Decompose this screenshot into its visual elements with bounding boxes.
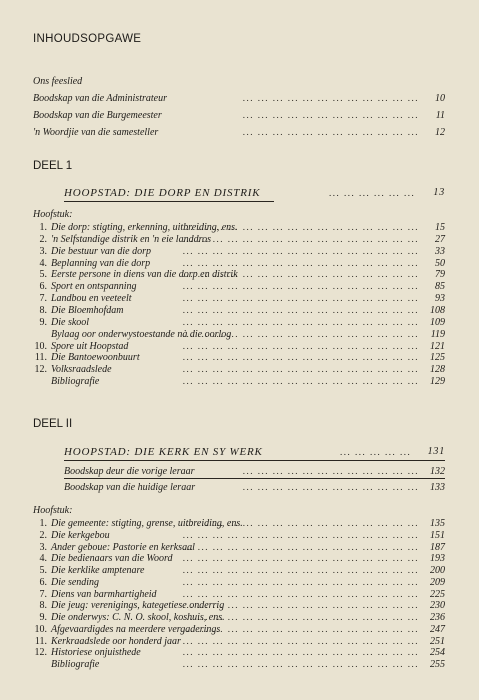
chapter-number: 3.: [39, 245, 47, 257]
part-heading: DEEL 1: [33, 160, 73, 172]
title-underline: [64, 460, 445, 461]
chapter-number: 11.: [34, 635, 47, 647]
toc-label: Boodskap van die Administrateur: [33, 93, 167, 104]
part-heading: DEEL II: [33, 418, 73, 430]
leader-dots: ... ... ... ... ... ... ... ... ... ... ... ... ... ... ... ...: [182, 600, 419, 611]
toc-entry: [33, 341, 445, 352]
page-title: INHOUDSOPGAWE: [33, 33, 142, 45]
toc-label: Ander geboue: Pastorie en kerksaal: [51, 541, 195, 553]
toc-entry: [33, 110, 445, 121]
toc-entry: [33, 352, 445, 363]
chapter-number: 5.: [39, 269, 47, 281]
toc-page: 151: [430, 529, 445, 541]
toc-entry: [33, 542, 445, 553]
toc-entry: [33, 293, 445, 304]
leader-dots: ... ... ... ... ... ...: [329, 188, 416, 198]
toc-label: Boodskap van die huidige leraar: [64, 482, 196, 493]
chapter-number: 6.: [39, 576, 47, 588]
toc-entry: [33, 518, 445, 529]
toc-label: Die Bantoewoonbuurt: [51, 352, 140, 364]
toc-page: 230: [430, 600, 445, 612]
toc-entry: [33, 127, 445, 138]
toc-entry: [33, 234, 445, 245]
toc-entry: [33, 600, 445, 611]
toc-entry: [33, 305, 445, 316]
leader-dots: ... ... ... ... ... ... ... ... ... ... ... ... ... ... ... ...: [182, 518, 419, 528]
leader-dots: ... ... ... ... ... ... ... ... ... ... ... ... ... ... ... ...: [182, 222, 419, 232]
toc-page: 93: [435, 293, 445, 305]
leader-dots: ... ... ... ... ...: [340, 447, 412, 457]
leader-dots: ... ... ... ... ... ... ... ... ... ... ... ... ... ... ... ...: [182, 281, 419, 292]
part-title-text: HOOPSTAD: DIE KERK EN SY WERK: [64, 446, 263, 458]
toc-entry: [33, 317, 445, 328]
chapter-label: Hoofstuk:: [33, 505, 73, 516]
toc-page: 187: [430, 541, 445, 553]
title-underline: [64, 201, 274, 202]
toc-label: Ons feeslied: [33, 76, 83, 87]
toc-entry: [64, 482, 445, 493]
toc-page: 129: [430, 376, 445, 388]
part-title-page: 131: [427, 446, 445, 457]
leader-dots: ... ... ... ... ... ... ... ... ... ... ... ... ... ... ... ...: [182, 553, 419, 564]
toc-page: 12: [435, 127, 445, 138]
chapter-number: 12.: [34, 647, 47, 659]
leader-dots: ... ... ... ... ... ... ... ... ... ... ... ... ... ... ... ...: [182, 529, 419, 540]
toc-page: 209: [430, 576, 445, 588]
chapter-label: Hoofstuk:: [33, 209, 73, 220]
toc-entry: [33, 281, 445, 292]
chapter-number: 1.: [39, 518, 47, 529]
toc-page: 135: [430, 518, 445, 529]
toc-entry: [33, 565, 445, 576]
part-title-text: HOOPSTAD: DIE DORP EN DISTRIK: [64, 187, 261, 199]
toc-page: 200: [430, 565, 445, 576]
toc-page: 11: [435, 110, 445, 121]
toc-label: Die Bloemhofdam: [51, 304, 124, 316]
leader-dots: ... ... ... ... ... ... ... ... ... ... ... ... ... ... ... ...: [182, 635, 419, 646]
leader-dots: ... ... ... ... ... ... ... ... ... ... ... ... ... ... ... ...: [182, 576, 419, 587]
chapter-number: 2.: [39, 529, 47, 541]
chapter-number: 11.: [34, 352, 47, 364]
toc-label: Diens van barmhartigheid: [51, 588, 157, 600]
leader-dots: ... ... ... ... ... ... ... ... ... ... ... ... ... ... ... ...: [182, 352, 419, 363]
chapter-number: 4.: [39, 553, 47, 565]
toc-page: 10: [435, 93, 445, 104]
toc-label: Eerste persone in diens van die dorp en distrik: [51, 269, 238, 281]
chapter-number: 6.: [39, 281, 47, 293]
toc-entry: [33, 376, 445, 387]
toc-entry: [33, 222, 445, 233]
toc-page: 225: [430, 588, 445, 600]
leader-dots: ... ... ... ... ... ... ... ... ... ... ... ... ... ... ... ...: [182, 316, 419, 327]
chapter-number: 4.: [39, 257, 47, 269]
toc-label: Die onderwys: C. N. O. skool, koshuis, ens.: [51, 612, 225, 623]
toc-label: Die bedienaars van die Woord: [51, 553, 173, 565]
leader-dots: ... ... ... ... ... ... ... ... ... ... ... ... ... ... ... ...: [182, 340, 419, 351]
toc-page: 50: [435, 257, 445, 269]
toc-page: 121: [430, 340, 445, 352]
toc-page: 125: [430, 352, 445, 364]
leader-dots: ... ... ... ... ... ... ... ... ... ... ... ... ... ... ... ...: [182, 257, 419, 268]
leader-dots: ... ... ... ... ... ... ... ... ... ... ... ... ... ... ... ...: [182, 659, 419, 669]
toc-page: 27: [435, 233, 445, 245]
toc-page: 79: [435, 269, 445, 281]
toc-entry: [33, 589, 445, 600]
toc-label: Die gemeente: stigting, grense, uitbreiding, ens.: [51, 518, 243, 529]
toc-label: Die bestuur van die dorp: [51, 245, 151, 257]
toc-entry: [33, 364, 445, 375]
toc-page: 108: [430, 304, 445, 316]
leader-dots: ... ... ... ... ... ... ... ... ... ... ... ... ... ... ... ...: [182, 304, 419, 315]
chapter-number: 7.: [39, 588, 47, 600]
toc-label: Bibliografie: [51, 659, 100, 670]
chapter-number: 8.: [39, 600, 47, 612]
leader-dots: ... ... ... ... ... ... ... ... ... ... ... ... ... ... ... ...: [182, 588, 419, 599]
toc-entry: [33, 624, 445, 635]
toc-entry: [33, 647, 445, 658]
leader-dots: ... ... ... ... ... ... ... ... ... ... ... ...: [242, 466, 419, 476]
toc-label: Bylaag oor onderwystoestande nà die oorlog: [51, 328, 232, 340]
toc-label: 'n Woordjie van die samesteller: [33, 127, 159, 138]
toc-label: Historiese onjuisthede: [51, 647, 141, 659]
chapter-number: 12.: [34, 364, 47, 376]
leader-dots: ... ... ... ... ... ... ... ... ... ... ... ... ... ... ... ...: [182, 376, 419, 387]
toc-page: 133: [430, 482, 445, 493]
toc-label: Afgevaardigdes na meerdere vergaderings: [51, 623, 221, 635]
leader-dots: ... ... ... ... ... ... ... ... ... ... ... ... ... ... ... ...: [182, 364, 419, 375]
chapter-number: 3.: [39, 541, 47, 553]
leader-dots: ... ... ... ... ... ... ... ... ... ... ... ... ... ... ... ...: [182, 245, 419, 256]
toc-label: Kerkraadslede oor honderd jaar: [51, 635, 181, 647]
toc-label: Die dorp: stigting, erkenning, uitbreiding, ens.: [51, 222, 238, 233]
chapter-number: 5.: [39, 565, 47, 576]
toc-entry: [33, 76, 445, 87]
toc-page: 128: [430, 364, 445, 376]
chapter-number: 9.: [39, 612, 47, 623]
part-title-page: 13: [433, 187, 445, 198]
leader-dots: ... ... ... ... ... ... ... ... ... ... ... ... ... ... ... ...: [182, 612, 419, 622]
leader-dots: ... ... ... ... ... ... ... ... ... ... ... ...: [242, 127, 419, 137]
leader-dots: ... ... ... ... ... ... ... ... ... ... ... ... ... ... ... ...: [182, 269, 419, 280]
toc-label: Landbou en veeteelt: [51, 293, 132, 305]
toc-label: Die sending: [51, 576, 100, 588]
toc-entry: [33, 530, 445, 541]
toc-page: 132: [430, 466, 445, 477]
chapter-number: 9.: [39, 316, 47, 328]
toc-label: 'n Selfstandige distrik en 'n eie landdros: [51, 233, 211, 245]
toc-label: Beplanning van die dorp: [51, 257, 151, 269]
part-title: [64, 446, 445, 458]
toc-entry: [33, 258, 445, 269]
toc-label: Sport en ontspanning: [51, 281, 137, 293]
leader-dots: ... ... ... ... ... ... ... ... ... ... ... ... ... ... ... ...: [182, 647, 419, 658]
toc-page: 109: [430, 316, 445, 328]
chapter-number: 2.: [39, 233, 47, 245]
leader-dots: ... ... ... ... ... ... ... ... ... ... ... ... ... ... ... ...: [182, 328, 419, 339]
leader-dots: ... ... ... ... ... ... ... ... ... ... ... ... ... ... ... ...: [182, 623, 419, 634]
leader-dots: ... ... ... ... ... ... ... ... ... ... ... ...: [242, 110, 419, 120]
toc-page: 251: [430, 635, 445, 647]
toc-label: Bibliografie: [51, 376, 100, 388]
toc-label: Die jeug: verenigings, kategetiese onderrig: [51, 600, 225, 612]
toc-entry: [33, 93, 445, 104]
toc-label: Die skool: [51, 316, 90, 328]
chapter-number: 10.: [34, 623, 47, 635]
chapter-number: 10.: [34, 340, 47, 352]
toc-label: Spore uit Hoopstad: [51, 340, 129, 352]
chapter-number: 1.: [39, 222, 47, 233]
toc-entry: [33, 553, 445, 564]
leader-dots: ... ... ... ... ... ... ... ... ... ... ... ... ... ... ... ...: [182, 565, 419, 575]
toc-page: 119: [430, 328, 445, 340]
toc-page: 15: [435, 222, 445, 233]
toc-label: Boodskap van die Burgemeester: [33, 110, 162, 121]
toc-entry: [33, 577, 445, 588]
chapter-number: 7.: [39, 293, 47, 305]
toc-page: 247: [430, 623, 445, 635]
part-title: [64, 187, 445, 199]
toc-page: 85: [435, 281, 445, 293]
leader-dots: ... ... ... ... ... ... ... ... ... ... ... ... ... ... ... ...: [182, 233, 419, 244]
toc-entry: [33, 659, 445, 670]
toc-page: 255: [430, 659, 445, 670]
leader-dots: ... ... ... ... ... ... ... ... ... ... ... ...: [242, 93, 419, 103]
entry-underline: [64, 478, 445, 479]
toc-entry: [33, 269, 445, 280]
leader-dots: ... ... ... ... ... ... ... ... ... ... ... ... ... ... ... ...: [182, 293, 419, 304]
toc-entry: [33, 636, 445, 647]
toc-label: Die kerklike amptenare: [51, 565, 145, 576]
toc-label: Boodskap deur die vorige leraar: [64, 466, 195, 477]
toc-label: Die kerkgebou: [51, 529, 110, 541]
leader-dots: ... ... ... ... ... ... ... ... ... ... ... ...: [242, 482, 419, 492]
toc-page: 236: [430, 612, 445, 623]
toc-entry: [33, 246, 445, 257]
toc-entry: [33, 329, 445, 340]
chapter-number: 8.: [39, 304, 47, 316]
toc-label: Volksraadslede: [51, 364, 112, 376]
leader-dots: ... ... ... ... ... ... ... ... ... ... ... ... ... ... ... ...: [182, 541, 419, 552]
toc-entry: [33, 612, 445, 623]
toc-page: 254: [430, 647, 445, 659]
toc-page: 193: [430, 553, 445, 565]
toc-entry: [64, 466, 445, 477]
toc-page: 33: [435, 245, 445, 257]
